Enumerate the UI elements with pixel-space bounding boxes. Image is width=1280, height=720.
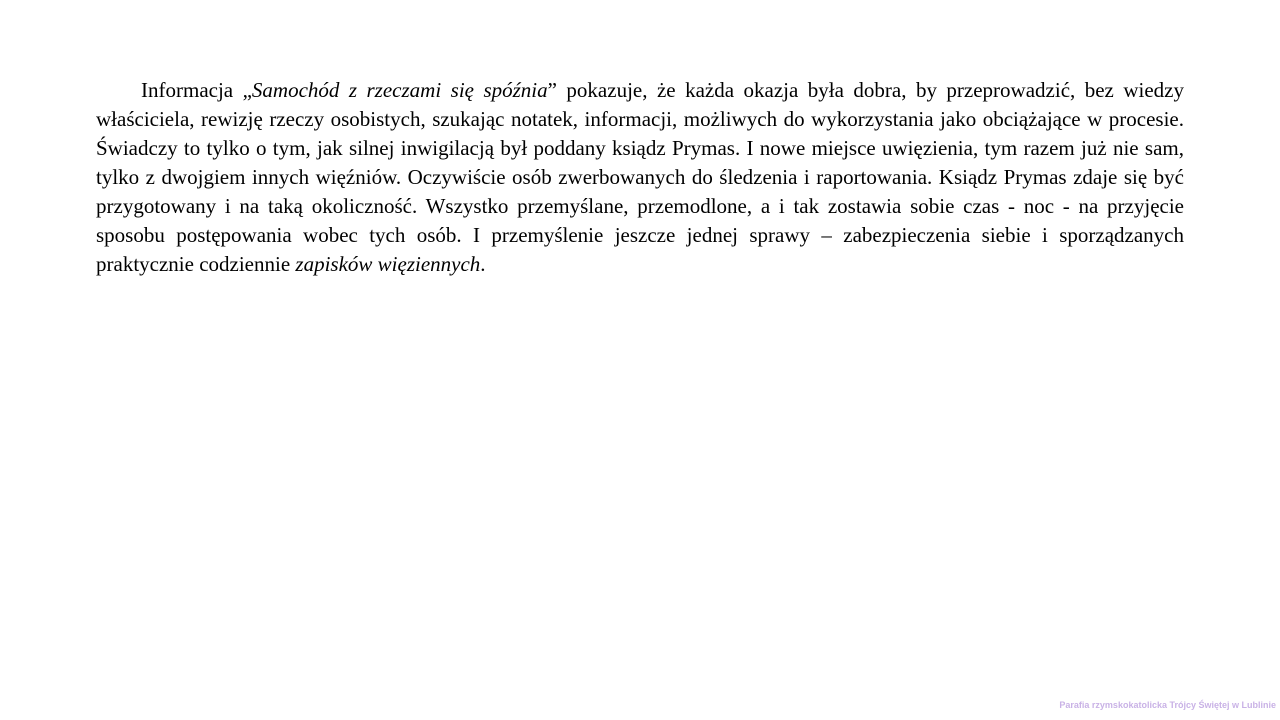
paragraph-segment: Informacja „ — [141, 78, 252, 102]
paragraph-segment: ” pokazuje, że każda okazja była dobra, by przeprowadzić, bez wiedzy właściciela, rewizję rzeczy osobistych, szukając notatek, informacji, możliwych do wykorzystania jako obciążające w procesie. Świadczy to tylko o tym, jak silnej inwigilacją był poddany ksiądz Prymas. I nowe miejsce uwięzienia, tym razem już nie sam, tylko z dwojgiem innych więźniów. Oczywiście osób zwerbowanych do śledzenia i raportowania. Ksiądz Prymas zdaje się być przygotowany i na taką okoliczność. Wszystko przemyślane, przemodlone, a i tak zostawia sobie czas - noc - na przyjęcie sposobu postępowania wobec tych osób. I przemyślenie jeszcze jednej sprawy – zabezpieczenia siebie i sporządzanych praktycznie codziennie — [96, 78, 1184, 276]
paragraph-segment-emphasis: zapisków więziennych — [295, 252, 481, 276]
paragraph-segment: . — [480, 252, 486, 276]
body-paragraph — [96, 76, 1184, 279]
paragraph-segment-quote-title: Samochód z rzeczami się spóźnia — [251, 78, 548, 102]
footer-attribution: Parafia rzymskokatolicka Trójcy Świętej w Lublinie — [1059, 700, 1276, 710]
